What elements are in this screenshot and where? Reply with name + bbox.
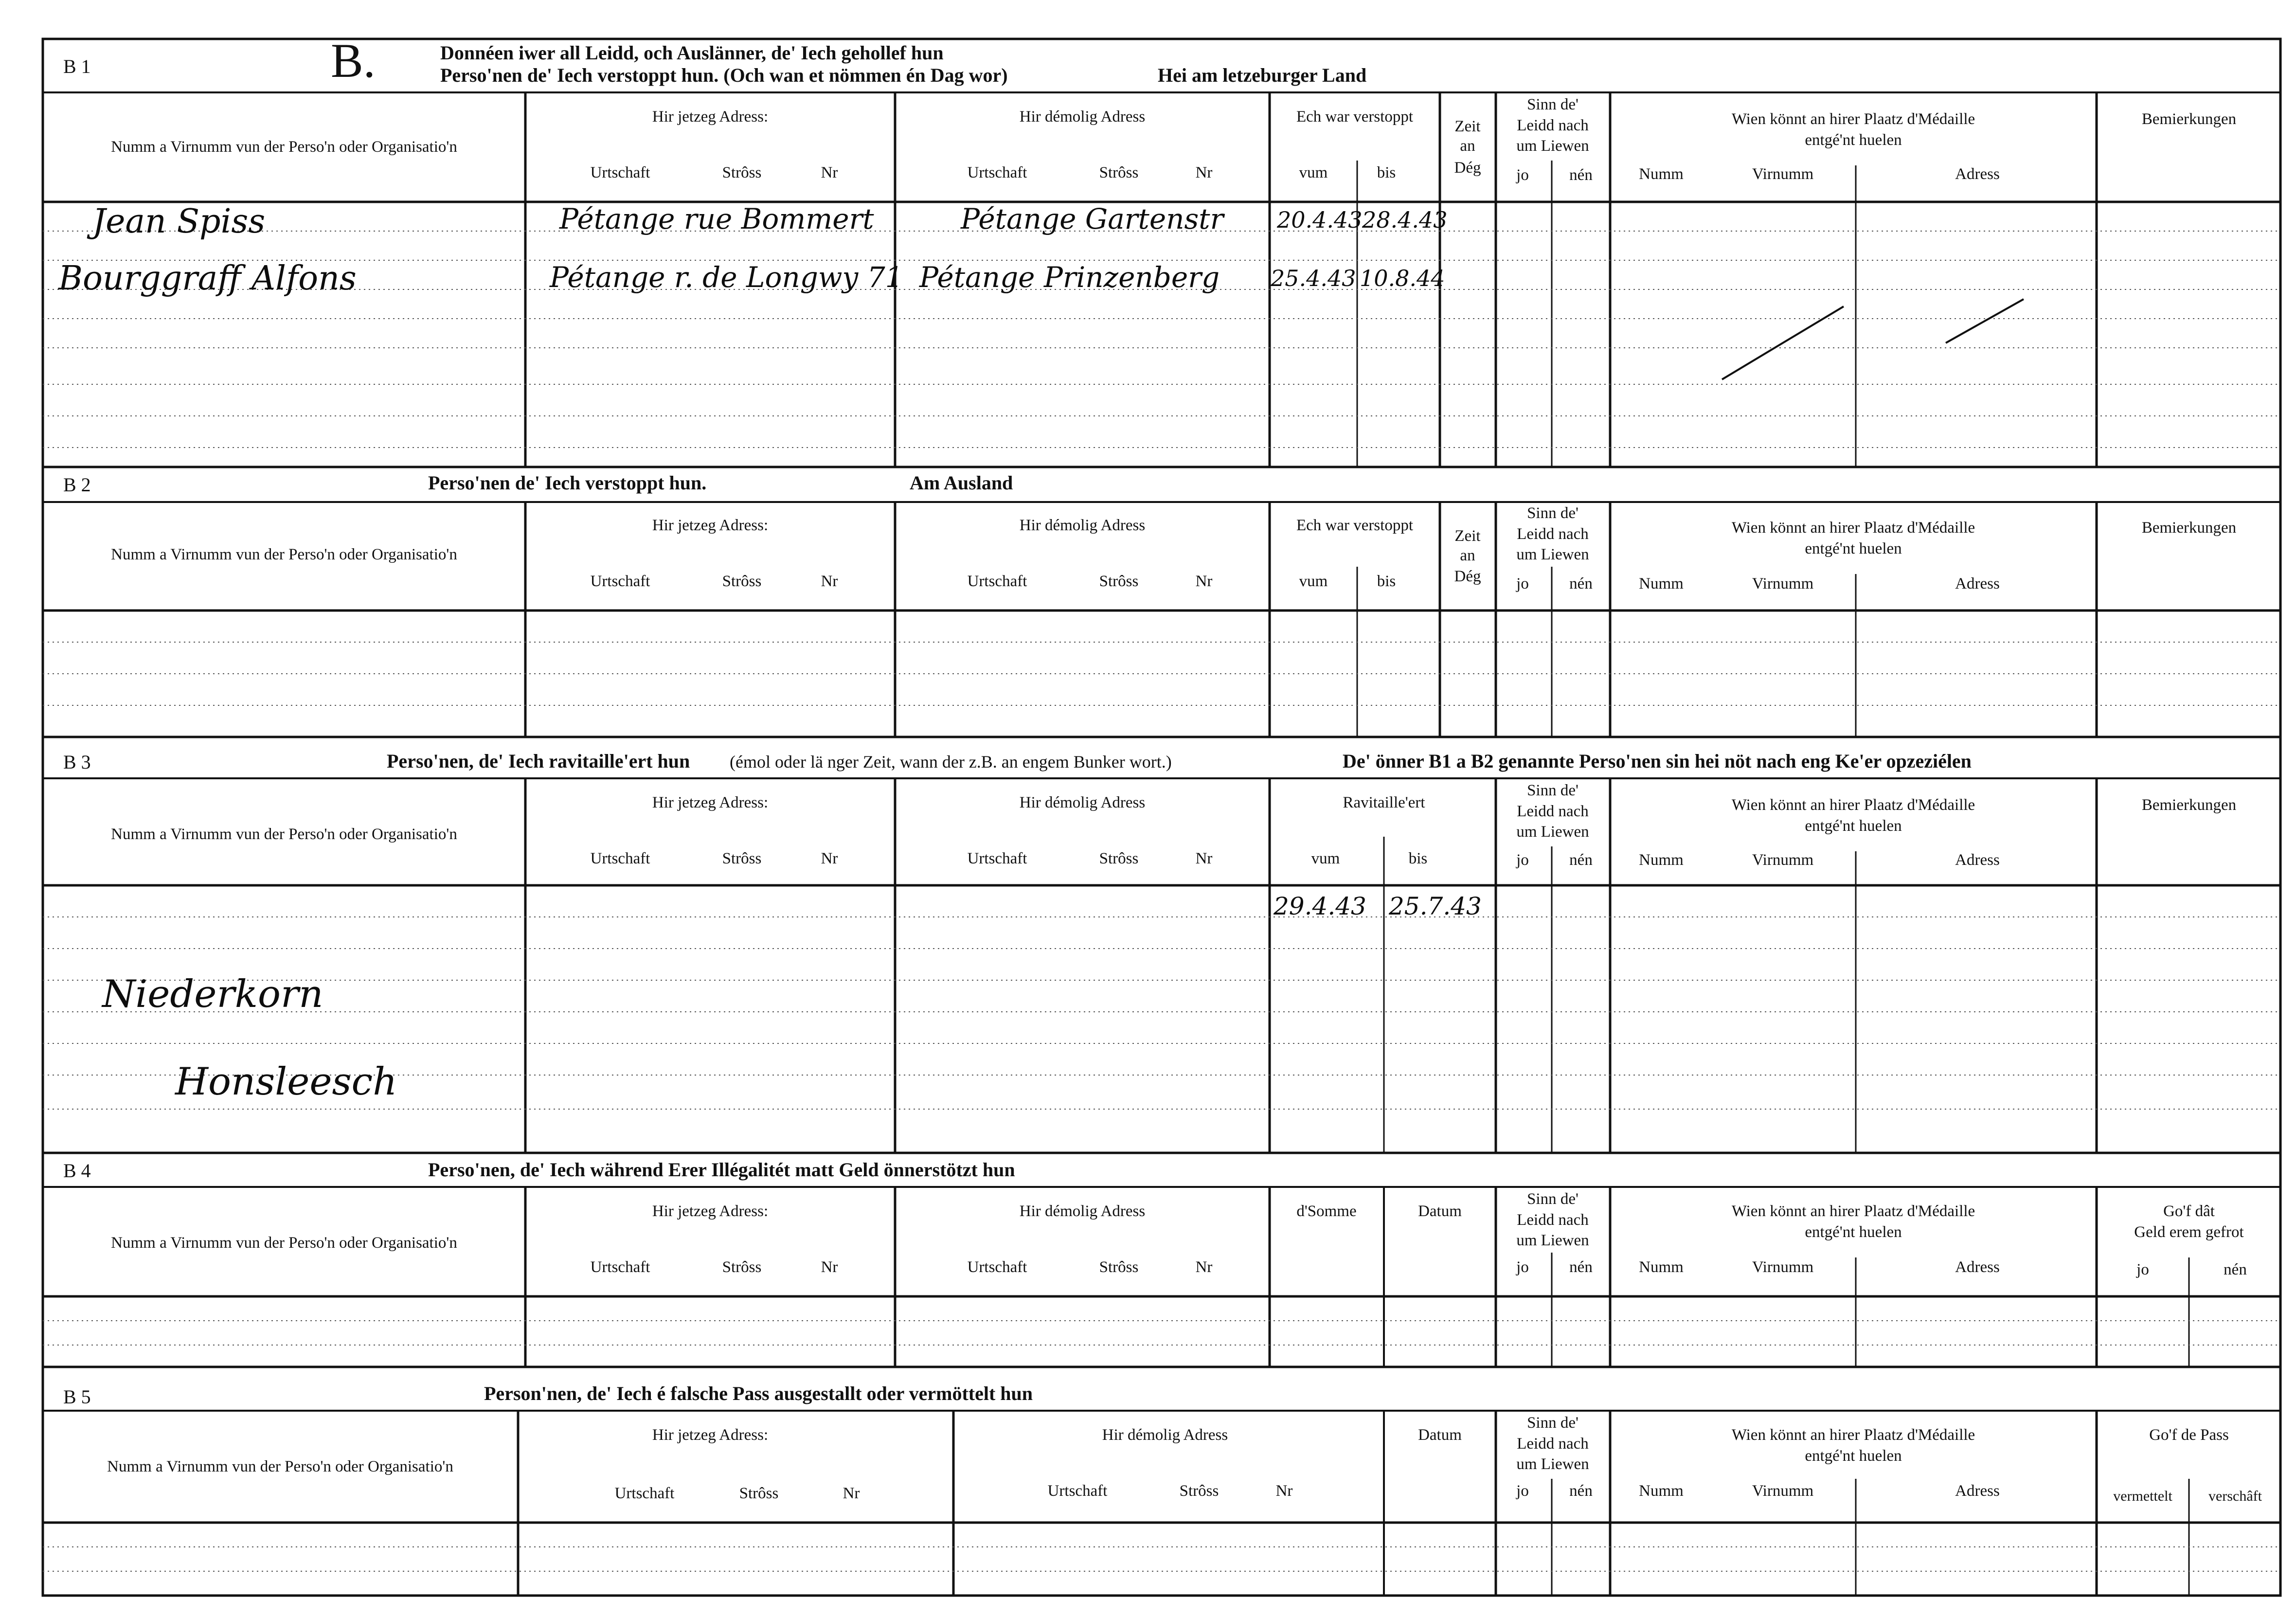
col-no: nén: [1569, 851, 1593, 869]
col-street: Strôss: [722, 850, 762, 867]
col-time: an: [1460, 137, 1475, 155]
col-former-address: Hir démolig Adress: [1019, 108, 1146, 126]
entry-place-note: Honsleesch: [175, 1060, 397, 1104]
col-street: Strôss: [739, 1485, 779, 1502]
col-medal: entgé'nt huelen: [1805, 817, 1902, 835]
col-remarks: Bemierkungen: [2141, 519, 2237, 537]
b2-grid: [43, 502, 2280, 737]
col-street: Strôss: [1099, 850, 1139, 867]
col-yes: jo: [1516, 575, 1529, 592]
col-time: an: [1460, 547, 1475, 564]
col-time: Zeit: [1454, 118, 1481, 135]
col-name-header: Numm a Virnumm vun der Perso'n oder Organisatio'n: [111, 1234, 457, 1252]
col-from: vum: [1299, 573, 1328, 590]
col-medal: entgé'nt huelen: [1805, 540, 1902, 557]
col-no: nén: [1569, 575, 1593, 592]
section-title-suffix: Am Ausland: [910, 472, 1013, 494]
col-sum: d'Somme: [1296, 1202, 1357, 1220]
col-alive: um Liewen: [1516, 1455, 1589, 1473]
col-hidden: Ech war verstoppt: [1296, 108, 1414, 126]
col-medal-address: Adress: [1955, 1258, 2000, 1276]
col-medal: Wien könnt an hirer Plaatz d'Médaille: [1731, 796, 1975, 814]
col-alive: um Liewen: [1516, 137, 1589, 155]
col-alive: Sinn de': [1527, 96, 1578, 113]
col-supplied: Ravitaille'ert: [1343, 794, 1425, 811]
col-yes: jo: [1516, 851, 1529, 869]
entry-place-note: Niederkorn: [102, 972, 323, 1016]
col-no: nén: [1569, 1482, 1593, 1500]
col-alive: um Liewen: [1516, 546, 1589, 563]
b4-header: [111, 1190, 2247, 1278]
col-pass-issued: vermettelt: [2113, 1488, 2172, 1504]
section-code: B 2: [63, 474, 91, 496]
col-current-address: Hir jetzeg Adress:: [652, 517, 769, 534]
section-b3: [43, 750, 2280, 1153]
strike-mark: [1946, 299, 2024, 343]
section-title: Perso'nen, de' Iech ravitaille'ert hun: [387, 750, 690, 772]
section-b5: [43, 1382, 2280, 1596]
col-street: Strôss: [722, 164, 762, 181]
col-yes: jo: [1516, 1258, 1529, 1276]
col-medal: entgé'nt huelen: [1805, 1223, 1902, 1241]
col-remarks: Bemierkungen: [2141, 796, 2237, 814]
section-title-suffix: Hei am letzeburger Land: [1158, 64, 1367, 86]
col-alive: Leidd nach: [1517, 1435, 1589, 1453]
col-medal-address: Adress: [1955, 575, 2000, 592]
b5-header: [107, 1414, 2262, 1504]
col-remarks: Bemierkungen: [2141, 110, 2237, 128]
section-title-line1: Donnéen iwer all Leidd, och Auslänner, de' Iech gehollef hun: [440, 42, 944, 64]
col-from: vum: [1299, 164, 1328, 181]
col-place: Urtschaft: [590, 1258, 650, 1276]
col-date: Datum: [1418, 1202, 1462, 1220]
entry-name: Jean Spiss: [92, 202, 266, 241]
col-number: Nr: [1195, 850, 1213, 867]
col-medal-name: Numm: [1639, 851, 1684, 869]
col-street: Strôss: [1099, 1258, 1139, 1276]
section-title: Perso'nen, de' Iech während Erer Illégalitét matt Geld önnerstötzt hun: [428, 1159, 1015, 1181]
col-place: Urtschaft: [967, 1258, 1027, 1276]
col-time: Dég: [1454, 568, 1481, 585]
col-from: vum: [1311, 850, 1340, 867]
col-medal-name: Numm: [1639, 575, 1684, 592]
col-money-back: Geld erem gefrot: [2134, 1223, 2244, 1241]
section-code: B 4: [63, 1160, 91, 1182]
col-medal-first: Virnumm: [1752, 575, 1814, 592]
section-code: B 5: [63, 1386, 91, 1408]
entry-to: 10.8.44: [1360, 265, 1445, 291]
col-number: Nr: [821, 573, 838, 590]
entry-current-address: Pétange rue Bommert: [559, 202, 874, 235]
section-b4: [43, 1159, 2280, 1367]
col-yes: jo: [1516, 166, 1529, 184]
col-alive: Leidd nach: [1517, 525, 1589, 543]
col-alive: um Liewen: [1516, 1232, 1589, 1249]
col-number: Nr: [1275, 1482, 1293, 1500]
col-street: Strôss: [722, 573, 762, 590]
col-name-header: Numm a Virnumm vun der Perso'n oder Organisatio'n: [107, 1458, 453, 1475]
b3-header: [111, 782, 2236, 869]
entry-current-address: Pétange r. de Longwy 71: [550, 261, 903, 294]
entry-to: 28.4.43: [1362, 207, 1448, 233]
col-alive: Leidd nach: [1517, 117, 1589, 134]
col-date: Datum: [1418, 1426, 1462, 1444]
col-number: Nr: [1195, 164, 1213, 181]
b1-row-2: [57, 259, 1445, 298]
col-place: Urtschaft: [590, 573, 650, 590]
col-place: Urtschaft: [614, 1485, 675, 1502]
col-street: Strôss: [1099, 573, 1139, 590]
b1-header: [111, 96, 2236, 184]
col-alive: Leidd nach: [1517, 803, 1589, 820]
col-no: nén: [2224, 1261, 2247, 1278]
col-street: Strôss: [1179, 1482, 1219, 1500]
section-title-note: (émol oder lä nger Zeit, wann der z.B. an engem Bunker wort.): [730, 752, 1172, 772]
col-former-address: Hir démolig Adress: [1019, 517, 1146, 534]
entry-from: 29.4.43: [1274, 892, 1366, 920]
col-former-address: Hir démolig Adress: [1102, 1426, 1228, 1444]
entry-to: 25.7.43: [1389, 892, 1482, 920]
col-pass: Go'f de Pass: [2149, 1426, 2229, 1444]
col-yes: jo: [2136, 1261, 2149, 1278]
col-money-back: Go'f dât: [2163, 1202, 2215, 1220]
col-medal-name: Numm: [1639, 165, 1684, 183]
col-street: Strôss: [1099, 164, 1139, 181]
col-place: Urtschaft: [967, 573, 1027, 590]
col-yes: jo: [1516, 1482, 1529, 1500]
col-to: bis: [1408, 850, 1428, 867]
col-name-header: Numm a Virnumm vun der Perso'n oder Organisatio'n: [111, 138, 457, 156]
entry-former-address: Pétange Gartenstr: [961, 202, 1224, 235]
strike-mark: [1722, 306, 1844, 379]
col-medal-address: Adress: [1955, 1482, 2000, 1500]
section-b1: [43, 34, 2280, 467]
col-current-address: Hir jetzeg Adress:: [652, 108, 769, 126]
col-former-address: Hir démolig Adress: [1019, 794, 1146, 811]
b2-header: [111, 504, 2236, 592]
col-alive: Leidd nach: [1517, 1211, 1589, 1229]
section-code: B 1: [63, 55, 91, 77]
col-place: Urtschaft: [967, 164, 1027, 181]
col-former-address: Hir démolig Adress: [1019, 1202, 1146, 1220]
col-place: Urtschaft: [590, 164, 650, 181]
col-to: bis: [1377, 573, 1396, 590]
col-medal: Wien könnt an hirer Plaatz d'Médaille: [1731, 1426, 1975, 1444]
col-time: Zeit: [1454, 527, 1481, 545]
col-no: nén: [1569, 166, 1593, 184]
col-medal: Wien könnt an hirer Plaatz d'Médaille: [1731, 519, 1975, 537]
col-place: Urtschaft: [967, 850, 1027, 867]
col-medal: Wien könnt an hirer Plaatz d'Médaille: [1731, 1202, 1975, 1220]
col-medal: entgé'nt huelen: [1805, 1447, 1902, 1465]
entry-from: 25.4.43: [1271, 265, 1356, 291]
col-medal-first: Virnumm: [1752, 1482, 1814, 1500]
col-time: Dég: [1454, 159, 1481, 177]
col-alive: Sinn de': [1527, 1190, 1578, 1208]
col-medal-first: Virnumm: [1752, 851, 1814, 869]
col-pass-made: verschâft: [2208, 1488, 2262, 1504]
entry-name: Bourggraff Alfons: [58, 259, 357, 298]
col-medal-first: Virnumm: [1752, 165, 1814, 183]
col-current-address: Hir jetzeg Adress:: [652, 1202, 769, 1220]
col-medal-address: Adress: [1955, 851, 2000, 869]
b1-row-1: [87, 202, 1448, 241]
col-street: Strôss: [722, 1258, 762, 1276]
col-alive: Sinn de': [1527, 1414, 1578, 1432]
entry-former-address: Pétange Prinzenberg: [919, 261, 1220, 294]
section-letter: B.: [331, 34, 376, 88]
col-medal-name: Numm: [1639, 1482, 1684, 1500]
col-hidden: Ech war verstoppt: [1296, 517, 1414, 534]
col-alive: um Liewen: [1516, 823, 1589, 841]
col-name-header: Numm a Virnumm vun der Perso'n oder Organisatio'n: [111, 546, 457, 563]
section-b2: [43, 472, 2280, 737]
col-to: bis: [1377, 164, 1396, 181]
section-title-line2: Perso'nen de' Iech verstoppt hun. (Och wan et nömmen én Dag wor): [440, 64, 1008, 86]
section-title: Perso'nen de' Iech verstoppt hun.: [428, 472, 707, 494]
col-medal-first: Virnumm: [1752, 1258, 1814, 1276]
col-number: Nr: [821, 164, 838, 181]
col-medal: entgé'nt huelen: [1805, 131, 1902, 149]
section-code: B 3: [63, 751, 91, 773]
col-current-address: Hir jetzeg Adress:: [652, 1426, 769, 1444]
col-number: Nr: [821, 1258, 838, 1276]
col-medal-name: Numm: [1639, 1258, 1684, 1276]
col-alive: Sinn de': [1527, 504, 1578, 522]
col-place: Urtschaft: [590, 850, 650, 867]
col-no: nén: [1569, 1258, 1593, 1276]
section-title: Person'nen, de' Iech é falsche Pass ausgestallt oder vermöttelt hun: [484, 1382, 1033, 1404]
col-number: Nr: [1195, 1258, 1213, 1276]
section-title-suffix: De' önner B1 a B2 genannte Perso'nen sin hei nöt nach eng Ke'er opzeziélen: [1343, 750, 1972, 772]
col-current-address: Hir jetzeg Adress:: [652, 794, 769, 811]
col-medal: Wien könnt an hirer Plaatz d'Médaille: [1731, 110, 1975, 128]
col-place: Urtschaft: [1047, 1482, 1108, 1500]
col-number: Nr: [821, 850, 838, 867]
col-name-header: Numm a Virnumm vun der Perso'n oder Organisatio'n: [111, 825, 457, 843]
entry-from: 20.4.43: [1277, 207, 1363, 233]
col-number: Nr: [1195, 573, 1213, 590]
col-number: Nr: [843, 1485, 860, 1502]
col-medal-address: Adress: [1955, 165, 2000, 183]
col-alive: Sinn de': [1527, 782, 1578, 799]
